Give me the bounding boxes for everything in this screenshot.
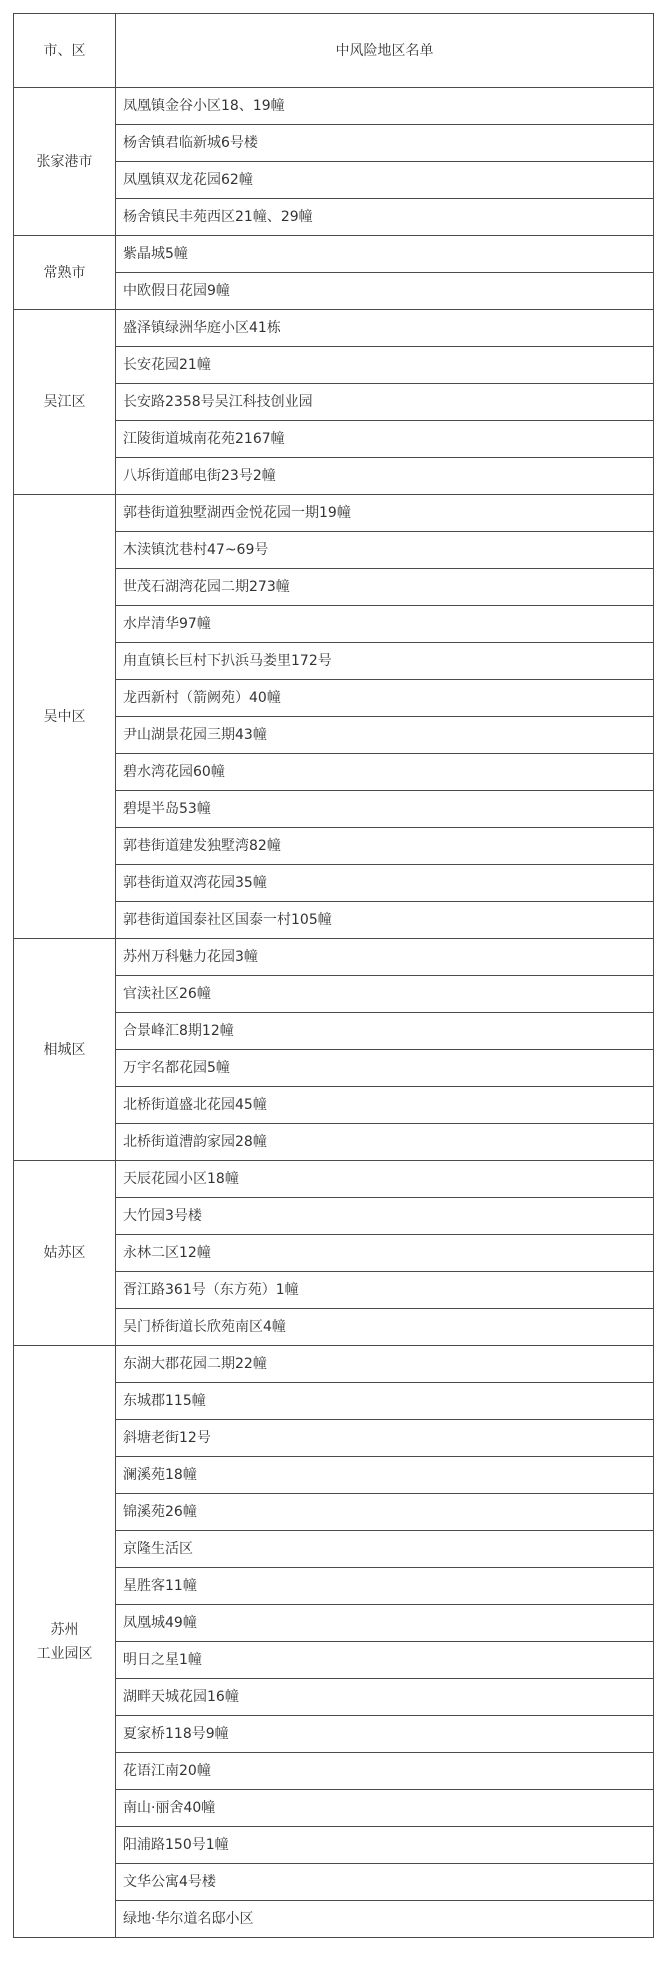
- header-row: [14, 14, 654, 88]
- area-cell: 凤凰镇金谷小区18、19幢: [116, 88, 654, 125]
- district-cell: 张家港市: [14, 88, 116, 236]
- area-cell: 郭巷街道国泰社区国泰一村105幢: [116, 902, 654, 939]
- area-cell: 合景峰汇8期12幢: [116, 1013, 654, 1050]
- area-cell: 甪直镇长巨村下扒浜马娄里172号: [116, 643, 654, 680]
- header-district: 市、区: [14, 14, 116, 88]
- area-cell: 郭巷街道建发独墅湾82幢: [116, 828, 654, 865]
- area-cell: 夏家桥118号9幢: [116, 1716, 654, 1753]
- district-cell: [14, 1346, 116, 1938]
- district-cell: 姑苏区: [14, 1161, 116, 1346]
- table-row: [14, 1161, 654, 1198]
- area-cell: 万宇名都花园5幢: [116, 1050, 654, 1087]
- table-row: [14, 939, 654, 976]
- area-cell: 锦溪苑26幢: [116, 1494, 654, 1531]
- area-cell: 碧堤半岛53幢: [116, 791, 654, 828]
- area-cell: 凤凰城49幢: [116, 1605, 654, 1642]
- area-cell: 郭巷街道双湾花园35幢: [116, 865, 654, 902]
- table-row: [14, 310, 654, 347]
- area-cell: 江陵街道城南花苑2167幢: [116, 421, 654, 458]
- area-cell: 长安花园21幢: [116, 347, 654, 384]
- area-cell: 苏州万科魅力花园3幢: [116, 939, 654, 976]
- header-areas: 中风险地区名单: [116, 14, 654, 88]
- area-cell: 木渎镇沈巷村47~69号: [116, 532, 654, 569]
- area-cell: 长安路2358号吴江科技创业园: [116, 384, 654, 421]
- table-row: [14, 236, 654, 273]
- area-cell: 盛泽镇绿洲华庭小区41栋: [116, 310, 654, 347]
- area-cell: 杨舍镇民丰苑西区21幢、29幢: [116, 199, 654, 236]
- district-name-line: 工业园区: [36, 1645, 93, 1662]
- area-cell: 京隆生活区: [116, 1531, 654, 1568]
- area-cell: 斜塘老街12号: [116, 1420, 654, 1457]
- district-name-line: 苏州: [50, 1621, 79, 1638]
- area-cell: 龙西新村（箭阙苑）40幢: [116, 680, 654, 717]
- table-row: [14, 1346, 654, 1383]
- area-cell: 杨舍镇君临新城6号楼: [116, 125, 654, 162]
- area-cell: 胥江路361号（东方苑）1幢: [116, 1272, 654, 1309]
- area-cell: 北桥街道盛北花园45幢: [116, 1087, 654, 1124]
- area-cell: 湖畔天城花园16幢: [116, 1679, 654, 1716]
- area-cell: 东城郡115幢: [116, 1383, 654, 1420]
- area-cell: 东湖大郡花园二期22幢: [116, 1346, 654, 1383]
- area-cell: 星胜客11幢: [116, 1568, 654, 1605]
- area-cell: 大竹园3号楼: [116, 1198, 654, 1235]
- area-cell: 水岸清华97幢: [116, 606, 654, 643]
- area-cell: 南山·丽舍40幢: [116, 1790, 654, 1827]
- area-cell: 世茂石湖湾花园二期273幢: [116, 569, 654, 606]
- area-cell: 吴门桥街道长欣苑南区4幢: [116, 1309, 654, 1346]
- area-cell: 永林二区12幢: [116, 1235, 654, 1272]
- area-cell: 官渎社区26幢: [116, 976, 654, 1013]
- area-cell: 澜溪苑18幢: [116, 1457, 654, 1494]
- area-cell: 天辰花园小区18幢: [116, 1161, 654, 1198]
- area-cell: 北桥街道漕韵家园28幢: [116, 1124, 654, 1161]
- district-cell: 吴江区: [14, 310, 116, 495]
- area-cell: 碧水湾花园60幢: [116, 754, 654, 791]
- table-body: [14, 14, 654, 1938]
- area-cell: 文华公寓4号楼: [116, 1864, 654, 1901]
- area-cell: 花语江南20幢: [116, 1753, 654, 1790]
- area-cell: 绿地·华尔道名邸小区: [116, 1901, 654, 1938]
- area-cell: 阳浦路150号1幢: [116, 1827, 654, 1864]
- area-cell: 尹山湖景花园三期43幢: [116, 717, 654, 754]
- area-cell: 明日之星1幢: [116, 1642, 654, 1679]
- area-cell: 中欧假日花园9幢: [116, 273, 654, 310]
- district-cell: 常熟市: [14, 236, 116, 310]
- district-cell: 吴中区: [14, 495, 116, 939]
- area-cell: 紫晶城5幢: [116, 236, 654, 273]
- table-row: [14, 88, 654, 125]
- area-cell: 八坼街道邮电街23号2幢: [116, 458, 654, 495]
- area-cell: 凤凰镇双龙花园62幢: [116, 162, 654, 199]
- area-cell: 郭巷街道独墅湖西金悦花园一期19幢: [116, 495, 654, 532]
- district-cell: 相城区: [14, 939, 116, 1161]
- risk-area-table: [13, 13, 654, 1938]
- table-row: [14, 495, 654, 532]
